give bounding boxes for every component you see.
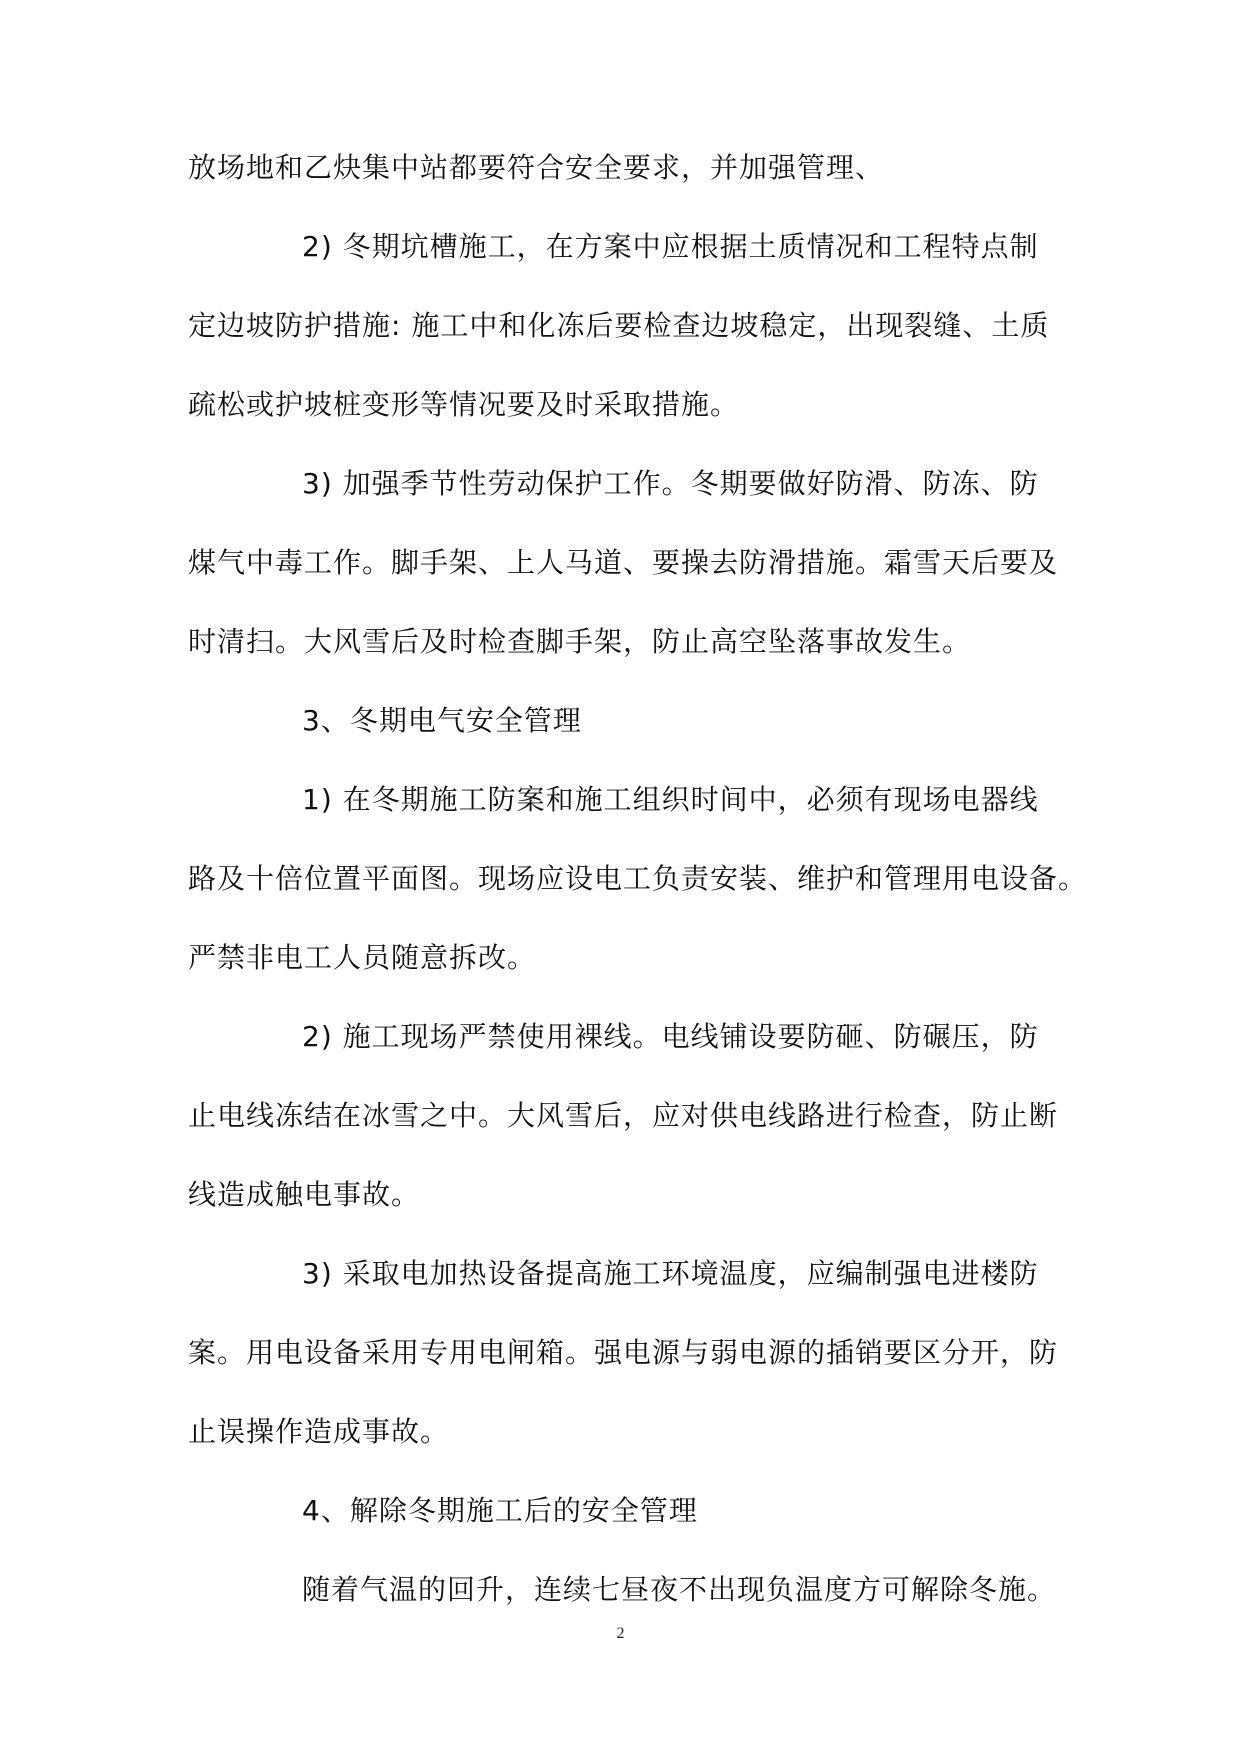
text-line: 3) 加强季节性劳动保护工作。冬期要做好防滑、防冻、防: [302, 467, 1039, 500]
text-line: 严禁非电工人员随意拆改。: [188, 941, 537, 974]
body-text: [188, 138, 1088, 1639]
text-line: 路及十倍位置平面图。现场应设电工负责安装、维护和管理用电设备。: [188, 862, 1088, 895]
text-line: 2) 施工现场严禁使用裸线。电线铺设要防砸、防碾压，防: [302, 1020, 1039, 1053]
text-line: 疏松或护坡桩变形等情况要及时采取措施。: [188, 388, 740, 421]
text-line: 止误操作造成事故。: [188, 1415, 450, 1448]
text-line: 案。用电设备采用专用电闸箱。强电源与弱电源的插销要区分开，防: [188, 1336, 1059, 1369]
text-line: 随着气温的回升，连续七昼夜不出现负温度方可解除冬施。: [302, 1573, 1057, 1606]
text-line: 时清扫。大风雪后及时检查脚手架，防止高空坠落事故发生。: [188, 625, 972, 658]
text-line: 线造成触电事故。: [188, 1178, 421, 1211]
text-line: 定边坡防护措施: 施工中和化冻后要检查边坡稳定，出现裂缝、土质: [188, 309, 1050, 342]
page-number: 2: [616, 1625, 625, 1642]
section-heading: 4、解除冬期施工后的安全管理: [302, 1494, 698, 1527]
text-line: 2) 冬期坑槽施工，在方案中应根据土质情况和工程特点制: [302, 230, 1039, 263]
text-line: 放场地和乙炔集中站都要符合安全要求，并加强管理、: [188, 151, 885, 184]
text-line: 止电线冻结在冰雪之中。大风雪后，应对供电线路进行检查，防止断: [188, 1099, 1059, 1132]
text-line: 3) 采取电加热设备提高施工环境温度，应编制强电进楼防: [302, 1257, 1039, 1290]
text-line: 1) 在冬期施工防案和施工组织时间中，必须有现场电器线: [302, 783, 1039, 816]
text-line: 煤气中毒工作。脚手架、上人马道、要操去防滑措施。霜雪天后要及: [188, 546, 1059, 579]
section-heading: 3、冬期电气安全管理: [302, 704, 582, 737]
